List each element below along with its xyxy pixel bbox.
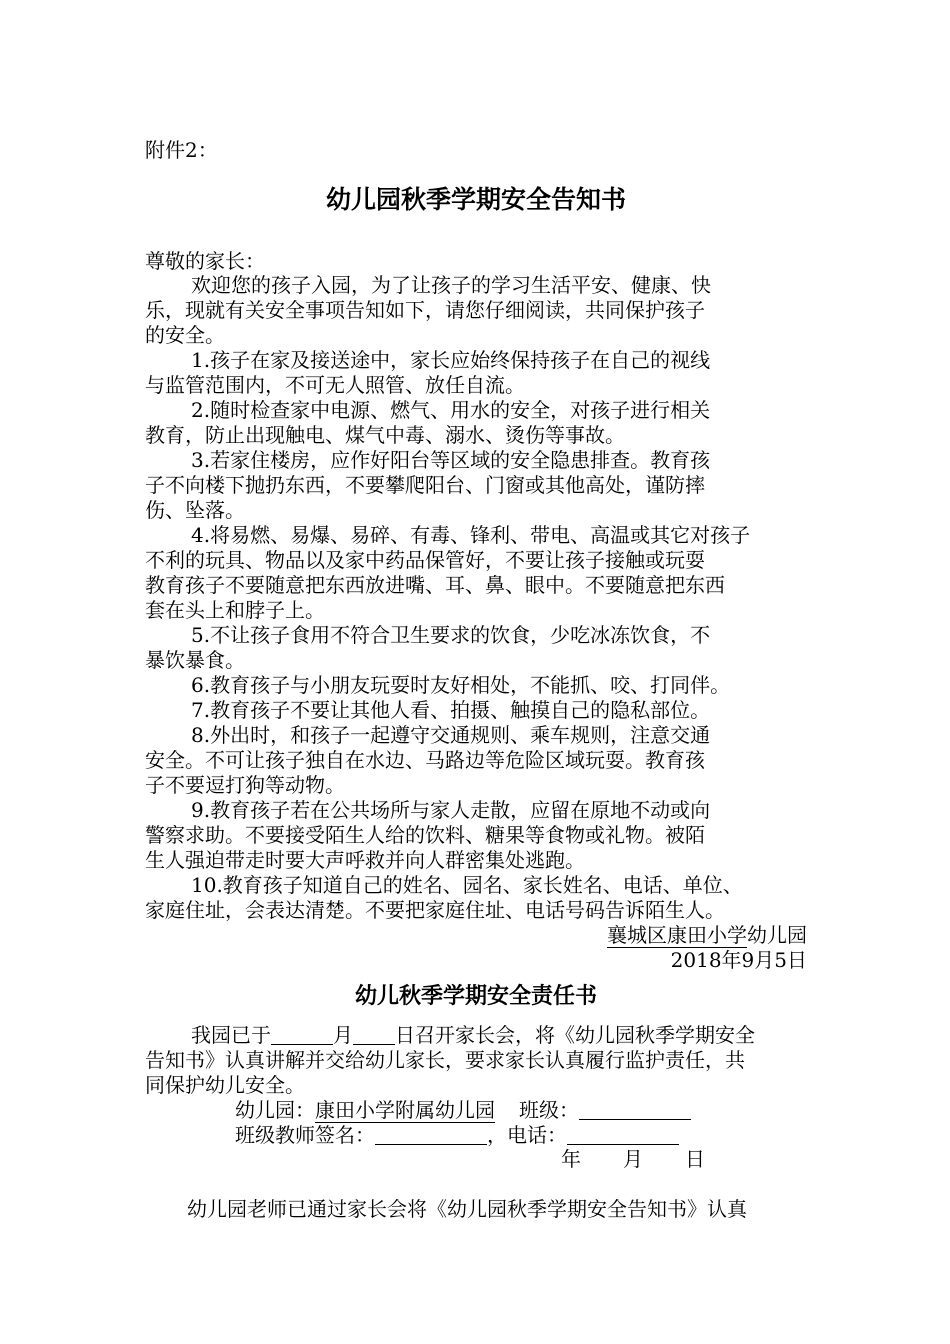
notice-line: 家庭住址，会表达清楚。不要把家庭住址、电话号码告诉陌生人。 — [145, 898, 725, 922]
attachment-label: 附件2： — [145, 138, 218, 162]
notice-line: 生人强迫带走时要大声呼救并向人群密集处逃跑。 — [145, 848, 585, 872]
notice-line: 警察求助。不要接受陌生人给的饮料、糖果等食物或礼物。被陌 — [145, 823, 705, 847]
notice-line: 7.教育孩子不要让其他人看、拍摄、触摸自己的隐私部位。 — [191, 698, 711, 722]
notice-line: 10.教育孩子知道自己的姓名、园名、家长姓名、电话、单位、 — [191, 873, 743, 897]
org-underlined: 襄城区康田小学 — [607, 923, 747, 947]
notice-line: 欢迎您的孩子入园，为了让孩子的学习生活平安、健康、快 — [191, 273, 711, 297]
notice-line: 9.教育孩子若在公共场所与家人走散，应留在原地不动或向 — [191, 798, 711, 822]
notice-line: 6.教育孩子与小朋友玩耍时友好相处，不能抓、咬、打同伴。 — [191, 673, 731, 697]
salutation: 尊敬的家长： — [145, 249, 265, 273]
notice-line: 暴饮暴食。 — [145, 648, 245, 672]
teacher-signature-field[interactable] — [375, 1124, 487, 1145]
notice-line: 2.随时检查家中电源、燃气、用水的安全，对孩子进行相关 — [191, 398, 711, 422]
bottom-line: 幼儿园老师已通过家长会将《幼儿园秋季学期安全告知书》认真 — [187, 1197, 747, 1221]
notice-line: 1.孩子在家及接送途中，家长应始终保持孩子在自己的视线 — [191, 348, 711, 372]
notice-line: 乐，现就有关安全事项告知如下，请您仔细阅读，共同保护孩子 — [145, 298, 705, 322]
notice-line: 教育，防止出现触电、煤气中毒、溺水、烫伤等事故。 — [145, 423, 625, 447]
day-blank[interactable] — [353, 1024, 395, 1045]
notice-signature-org — [145, 922, 807, 948]
notice-line: 套在头上和脖子上。 — [145, 598, 325, 622]
responsibility-line: 同保护幼儿安全。 — [145, 1073, 305, 1097]
notice-line: 与监管范围内，不可无人照管、放任自流。 — [145, 373, 525, 397]
class-field[interactable] — [579, 1099, 691, 1120]
notice-line: 8.外出时，和孩子一起遵守交通规则、乘车规则，注意交通 — [191, 723, 711, 747]
notice-line: 的安全。 — [145, 323, 225, 347]
notice-date: 2018年9月5日 — [670, 948, 807, 972]
sign-date-row: 年 月 日 — [561, 1147, 705, 1171]
notice-line: 5.不让孩子食用不符合卫生要求的饮食，少吃冰冻饮食，不 — [191, 623, 711, 647]
org-rest: 幼儿园 — [747, 923, 807, 947]
responsibility-line: 告知书》认真讲解并交给幼儿家长，要求家长认真履行监护责任，共 — [145, 1048, 745, 1072]
notice-line: 教育孩子不要随意把东西放进嘴、耳、鼻、眼中。不要随意把东西 — [145, 573, 725, 597]
notice-line: 安全。不可让孩子独自在水边、马路边等危险区域玩耍。教育孩 — [145, 748, 705, 772]
notice-line: 子不要逗打狗等动物。 — [145, 773, 345, 797]
teacher-row: 班级教师签名： ，电话： — [235, 1122, 807, 1148]
kindergarten-row: 幼儿园：康田小学附属幼儿园 班级： — [235, 1097, 807, 1123]
month-blank[interactable] — [271, 1024, 333, 1045]
notice-line: 不利的玩具、物品以及家中药品保管好，不要让孩子接触或玩耍 — [145, 548, 705, 572]
notice-title: 幼儿园秋季学期安全告知书 — [325, 185, 626, 214]
responsibility-title: 幼儿秋季学期安全责任书 — [354, 983, 597, 1009]
kindergarten-value: 康田小学附属幼儿园 — [315, 1098, 495, 1122]
notice-line: 4.将易燃、易爆、易碎、有毒、锋利、带电、高温或其它对孩子 — [191, 523, 751, 547]
notice-line: 3.若家住楼房，应作好阳台等区域的安全隐患排查。教育孩 — [191, 448, 711, 472]
notice-line: 伤、坠落。 — [145, 498, 245, 522]
responsibility-line: 我园已于 月 日召开家长会，将《幼儿园秋季学期安全 — [191, 1023, 755, 1047]
phone-field[interactable] — [567, 1124, 679, 1145]
notice-line: 子不向楼下抛扔东西，不要攀爬阳台、门窗或其他高处，谨防摔 — [145, 473, 705, 497]
